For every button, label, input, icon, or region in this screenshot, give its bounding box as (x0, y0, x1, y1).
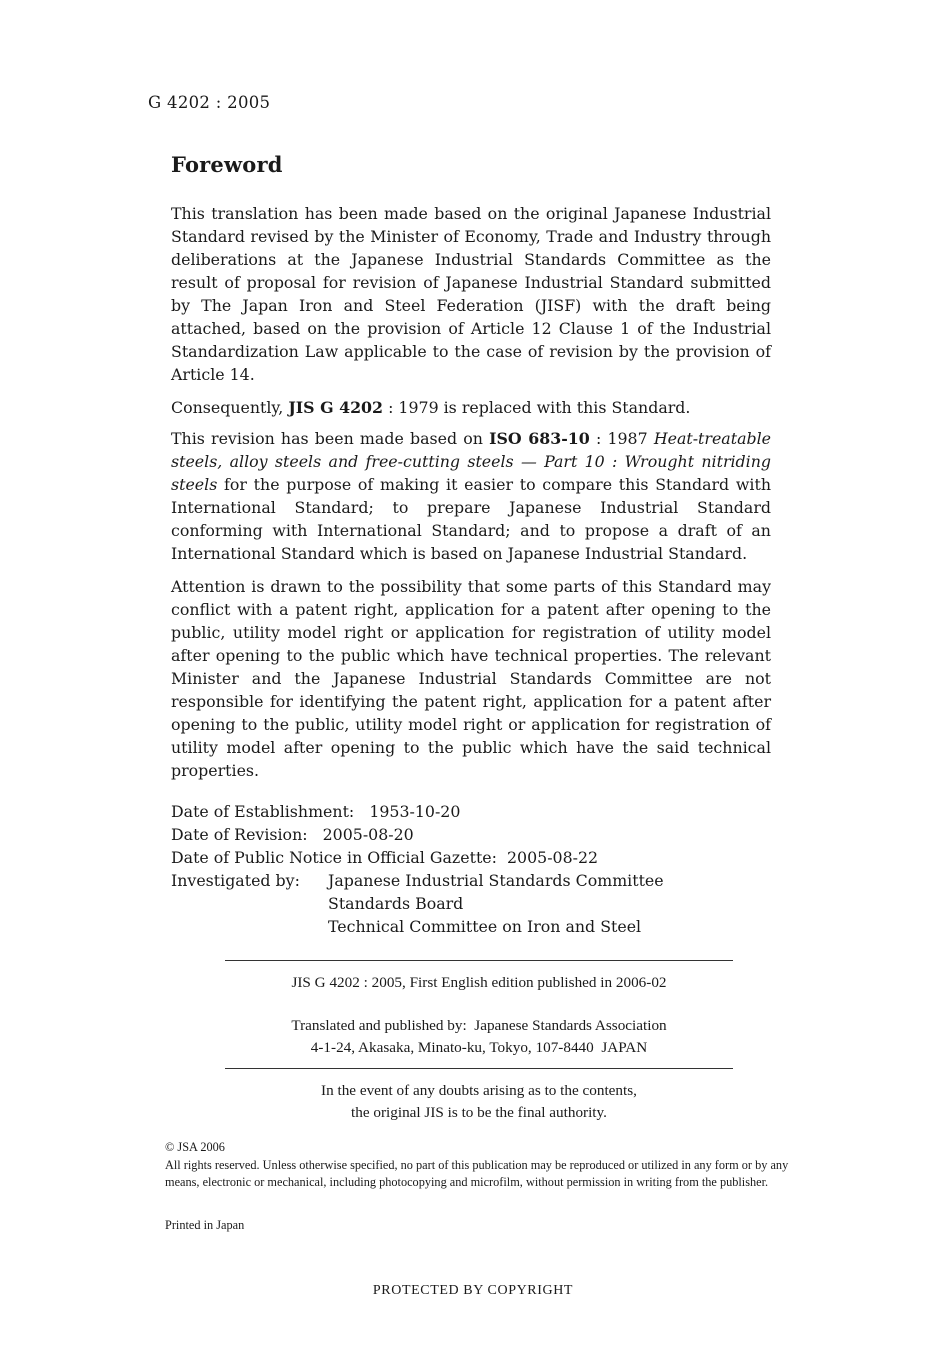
document-header: G 4202 : 2005 (148, 93, 271, 112)
para3-post: for the purpose of making it easier to compare this Standard with International Standard; to prepare Japanese Industrial Standard conforming with International Standard; and to propose a draft of an International Standard which is based on Japanese Industrial Standard. (171, 475, 771, 563)
publisher-block (225, 1015, 733, 1059)
technical-committee-line: Technical Committee on Iron and Steel (328, 917, 642, 936)
para2-pre: Consequently, (171, 398, 289, 417)
iso-title: Heat-treatable steels, alloy steels and free-cutting steels — Part 10 : Wrought nitriding steels (171, 429, 772, 494)
para3-pre: This revision has been made based on (171, 429, 490, 448)
foreword-paragraph-3 (171, 427, 771, 565)
copyright-line: © JSA 2006 (165, 1140, 225, 1154)
page-title: Foreword (171, 152, 283, 177)
para2-post: : 1979 is replaced with this Standard. (383, 398, 691, 417)
investigated-by-list (328, 869, 664, 938)
foreword-paragraph-4: Attention is drawn to the possibility that some parts of this Standard may conflict with a patent right, application for a patent after opening to the public, utility model right or application for registration of utility model after opening to the public which have technical properties. The relevant Minister and the Japanese Industrial Standards Committee are not responsible for identifying the patent right, application for a patent after opening to the public, utility model right or application for registration of utility model after opening to the public which have the said technical properties. (171, 577, 771, 780)
committee-line: Japanese Industrial Standards Committee (328, 871, 664, 890)
iso-year: : 1987 (589, 429, 654, 448)
printed-in: Printed in Japan (165, 1218, 245, 1232)
copyright-block (165, 1139, 790, 1192)
foreword-paragraph-1: This translation has been made based on the original Japanese Industrial Standard revised by the Minister of Economy, Trade and Industry through deliberations at the Japanese Industrial Standards Committee as the result of proposal for revision of Japanese Industrial Standard submitted by The Japan Iron and Steel Federation (JISF) with the draft being attached, based on the provision of Article 12 Clause 1 of the Industrial Standardization Law applicable to the case of revision by the provision of Article 14. (171, 204, 771, 384)
authority-line-2: the original JIS is to be the final authority. (351, 1104, 607, 1121)
rights-notice: All rights reserved. Unless otherwise specified, no part of this publication may be reproduced or utilized in any form or by any means, electronic or mechanical, including photocopying and microfilm, without permission in writing from the publisher. (165, 1157, 789, 1189)
edition-line: JIS G 4202 : 2005, First English edition published in 2006-02 (291, 974, 667, 991)
board-line: Standards Board (328, 894, 464, 913)
divider-bottom (225, 1068, 733, 1069)
investigated-by (171, 869, 664, 938)
publisher-line-1: Translated and published by: Japanese Standards Association (291, 1017, 667, 1034)
foreword-paragraph-2 (171, 396, 771, 419)
date-of-revision: Date of Revision: 2005-08-20 (171, 825, 414, 844)
date-of-public-notice: Date of Public Notice in Official Gazette: 2005-08-22 (171, 848, 599, 867)
authority-line-1: In the event of any doubts arising as to the contents, (321, 1082, 637, 1099)
iso-reference: ISO 683-10 (489, 429, 590, 448)
dates-block (171, 800, 664, 938)
divider-top (225, 960, 733, 961)
investigated-by-label: Investigated by: (171, 871, 300, 890)
replaced-standard: JIS G 4202 (288, 398, 384, 417)
copyright-footer: PROTECTED BY COPYRIGHT (372, 1283, 574, 1298)
authority-notice (225, 1080, 733, 1124)
date-of-establishment: Date of Establishment: 1953-10-20 (171, 802, 461, 821)
publisher-address: 4-1-24, Akasaka, Minato-ku, Tokyo, 107-8440 JAPAN (310, 1039, 648, 1056)
